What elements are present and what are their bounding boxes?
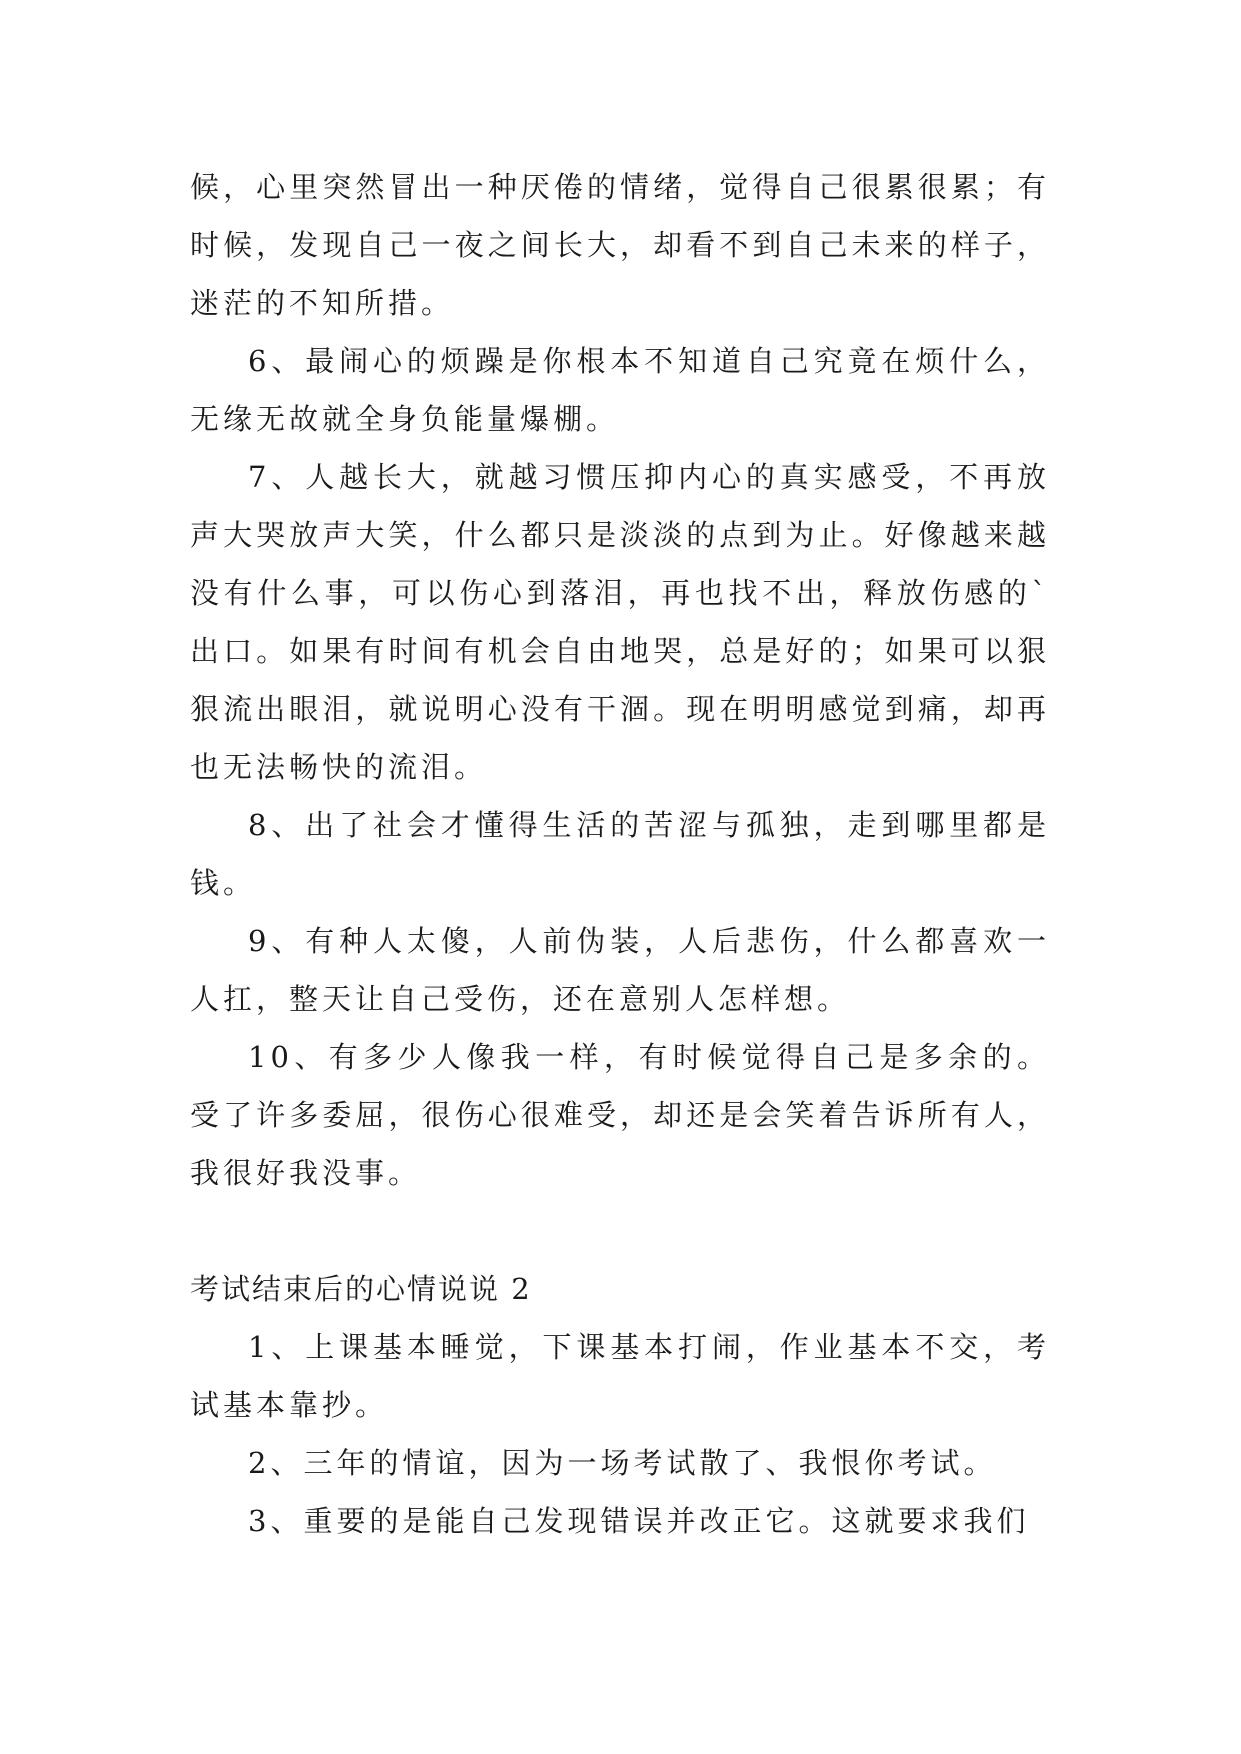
paragraph-item-1: 1、上课基本睡觉，下课基本打闹，作业基本不交，考试基本靠抄。 — [190, 1330, 1050, 1422]
paragraph-item-7: 7、人越长大，就越习惯压抑内心的真实感受，不再放声大哭放声大笑，什么都只是淡淡的点到为止。好像越来越没有什么事，可以伤心到落泪，再也找不出，释放伤感的`出口。如果有时间有机会自由地哭，总是好的；如果可以狠狠流出眼泪，就说明心没有干涸。现在明明感觉到痛，却再也无法畅快的流泪。 — [190, 460, 1050, 784]
paragraph-item-8: 8、出了社会才懂得生活的苦涩与孤独，走到哪里都是钱。 — [190, 808, 1050, 900]
paragraph-continuation: 候，心里突然冒出一种厌倦的情绪，觉得自己很累很累；有时候，发现自己一夜之间长大，却看不到自己未来的样子，迷茫的不知所措。 — [190, 170, 1050, 320]
paragraph-item-9: 9、有种人太傻，人前伪装，人后悲伤，什么都喜欢一人扛，整天让自己受伤，还在意别人怎样想。 — [190, 924, 1050, 1016]
paragraph-item-2: 2、三年的情谊，因为一场考试散了、我恨你考试。 — [248, 1446, 997, 1480]
section-heading: 考试结束后的心情说说 2 — [190, 1272, 532, 1306]
paragraph-item-3: 3、重要的是能自己发现错误并改正它。这就要求我们 — [248, 1504, 1030, 1538]
document-body — [190, 158, 1050, 1550]
paragraph-item-6: 6、最闹心的烦躁是你根本不知道自己究竟在烦什么，无缘无故就全身负能量爆棚。 — [190, 344, 1050, 436]
paragraph-item-10: 10、有多少人像我一样，有时候觉得自己是多余的。受了许多委屈，很伤心很难受，却还是会笑着告诉所有人，我很好我没事。 — [190, 1040, 1050, 1190]
